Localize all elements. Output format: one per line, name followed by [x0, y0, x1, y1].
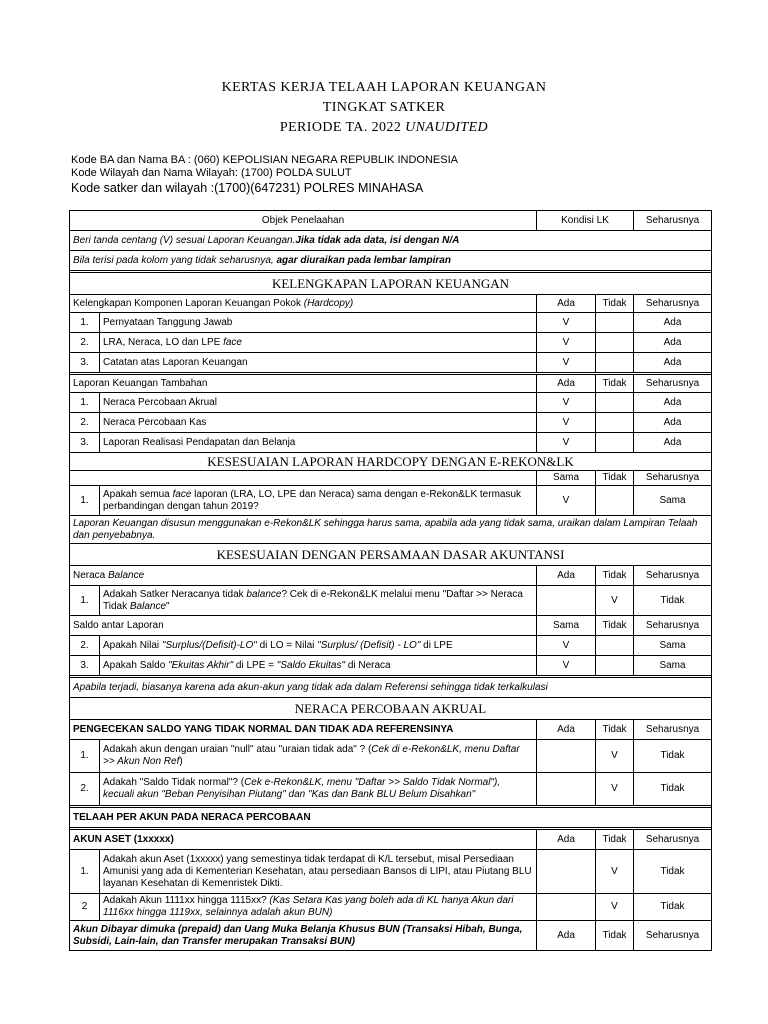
item-text-italic: face [223, 336, 242, 348]
empty-cell [70, 471, 537, 486]
item-text-italic: "Surplus/(Defisit)-LO" [161, 639, 257, 651]
note-row [70, 231, 712, 251]
table-row [70, 740, 712, 773]
item-text-italic: (Kas Setara Kas yang boleh ada di KL hanya Akun dari 1116xx hingga 1119xx, selainnya adalah akun BUN) [103, 895, 514, 918]
col-seharusnya-header: Seharusnya [634, 211, 712, 231]
col-ada-label: Ada [537, 921, 596, 951]
table-row [70, 850, 712, 894]
item-text-italic: Cek e-Rekon&LK, menu "Daftar >> Saldo Tidak Normal"), kecuali akun "Beban Penyisihan Piutang" dan "Kas dan Bank BLU Belum Disahkan" [103, 777, 501, 800]
item-number: 1. [70, 740, 100, 773]
sub-akun-dibayar-dimuka: Akun Dibayar dimuka (prepaid) dan Uang Muka Belanja Khusus BUN (Transaksi Hibah, Bunga, Subsidi, Lain-lain, dan Transfer merupakan Transaksi BUN) [70, 921, 537, 951]
col-tidak-label: Tidak [596, 375, 634, 393]
subheader-row [70, 471, 712, 486]
sub-text: Kelengkapan Komponen Laporan Keuangan Pokok [73, 297, 304, 309]
item-text-italic: "Saldo Ekuitas" [276, 659, 346, 671]
check-mark: V [537, 333, 596, 353]
expected-value: Sama [634, 636, 712, 656]
empty-cell [537, 850, 596, 894]
item-text: Laporan Realisasi Pendapatan dan Belanja [100, 433, 537, 453]
item-number: 2. [70, 413, 100, 433]
expected-value: Ada [634, 353, 712, 373]
col-seharusnya-label: Seharusnya [634, 295, 712, 313]
col-tidak-label: Tidak [596, 720, 634, 740]
sub-text-italic: Balance [108, 569, 145, 581]
col-tidak-label: Tidak [596, 471, 634, 486]
item-text [100, 773, 537, 806]
note-row [70, 678, 712, 698]
item-text-rest: laporan (LRA, LO, LPE dan Neraca) sama dengan e-Rekon&LK termasuk perbandingan dengan tahun 2019? [103, 488, 522, 512]
empty-cell [596, 393, 634, 413]
item-text-main: Adakah Akun 1111xx hingga 1115xx? [103, 895, 270, 906]
check-mark: V [537, 636, 596, 656]
table-row [70, 656, 712, 676]
kode-satker: Kode satker dan wilayah :(1700)(647231) POLRES MINAHASA [71, 181, 424, 195]
instruction-note-2 [70, 251, 712, 271]
item-text-italic: balance [246, 588, 282, 600]
item-number: 1. [70, 850, 100, 894]
subheader-row [70, 921, 712, 951]
col-ada-label: Ada [537, 566, 596, 586]
kode-wilayah: Kode Wilayah dan Nama Wilayah: (1700) POLDA SULUT [71, 167, 352, 179]
subheader-row [70, 720, 712, 740]
col-ada-label: Ada [537, 720, 596, 740]
subheader-row [70, 566, 712, 586]
table-row [70, 433, 712, 453]
note1-emphasis: Jika tidak ada data, isi dengan N/A [295, 234, 460, 246]
item-text: Pernyataan Tanggung Jawab [100, 313, 537, 333]
col-seharusnya-label: Seharusnya [634, 616, 712, 636]
item-text [100, 740, 537, 773]
expected-value: Ada [634, 413, 712, 433]
col-sama-label: Sama [537, 616, 596, 636]
item-text-rest: di Neraca [345, 659, 391, 671]
item-number: 3. [70, 656, 100, 676]
item-text-rest: di LPE = [233, 659, 277, 671]
expected-value: Ada [634, 333, 712, 353]
section-neraca-percobaan: NERACA PERCOBAAN AKRUAL [70, 698, 712, 720]
table-row [70, 393, 712, 413]
item-number: 1. [70, 313, 100, 333]
period-label: PERIODE TA. 2022 [279, 120, 406, 135]
item-text: Neraca Percobaan Kas [100, 413, 537, 433]
item-text: Neraca Percobaan Akrual [100, 393, 537, 413]
item-text [100, 656, 537, 676]
expected-value: Sama [634, 486, 712, 516]
item-text-rest: di LO = Nilai [256, 639, 318, 651]
col-ada-label: Ada [537, 375, 596, 393]
section-row [70, 544, 712, 566]
expected-value: Ada [634, 313, 712, 333]
subheader-row [70, 830, 712, 850]
item-text-main: LRA, Neraca, LO dan LPE [103, 336, 224, 348]
empty-cell [596, 433, 634, 453]
item-text-rest: " [166, 600, 170, 612]
item-text-italic: Cek di e-Rekon&LK, menu Daftar >> Akun Non Ref [103, 744, 520, 767]
item-number: 3. [70, 353, 100, 373]
sub-kelengkapan-pokok [70, 295, 537, 313]
section-row [70, 698, 712, 720]
item-text [100, 586, 537, 616]
note-row [70, 251, 712, 271]
section-kelengkapan: KELENGKAPAN LAPORAN KEUANGAN [70, 273, 712, 295]
table-row [70, 413, 712, 433]
expected-value: Sama [634, 656, 712, 676]
col-ada-label: Ada [537, 830, 596, 850]
sub-saldo-tidak-normal: PENGECEKAN SALDO YANG TIDAK NORMAL DAN TIDAK ADA REFERENSINYA [70, 720, 537, 740]
item-text-main: Apakah Nilai [103, 639, 162, 651]
item-number: 1. [70, 486, 100, 516]
item-text-main: Adakah akun dengan uraian "null" atau "uraian tidak ada" ? ( [103, 744, 372, 755]
empty-cell [596, 413, 634, 433]
col-tidak-label: Tidak [596, 830, 634, 850]
sub-text-italic: (Hardcopy) [303, 297, 354, 309]
check-mark: V [537, 656, 596, 676]
kode-ba: Kode BA dan Nama BA : (060) KEPOLISIAN NEGARA REPUBLIK INDONESIA [71, 154, 458, 166]
table-row [70, 894, 712, 921]
item-text [100, 894, 537, 921]
empty-cell [537, 894, 596, 921]
subheader-row [70, 616, 712, 636]
empty-cell [596, 656, 634, 676]
col-tidak-label: Tidak [596, 566, 634, 586]
col-seharusnya-label: Seharusnya [634, 830, 712, 850]
note1-text: Beri tanda centang (V) sesuai Laporan Keuangan. [73, 234, 296, 246]
empty-cell [537, 773, 596, 806]
empty-cell [596, 486, 634, 516]
expected-value: Ada [634, 433, 712, 453]
sub-saldo-antar-laporan: Saldo antar Laporan [70, 616, 537, 636]
sub-laporan-tambahan: Laporan Keuangan Tambahan [70, 375, 537, 393]
telaah-table [69, 210, 712, 951]
col-seharusnya-label: Seharusnya [634, 471, 712, 486]
item-number: 2. [70, 773, 100, 806]
item-text-italic: Balance [129, 600, 167, 612]
check-mark: V [596, 850, 634, 894]
sub-text: Neraca [73, 569, 109, 581]
item-text-italic: "Surplus/ (Defisit) - LO" [317, 639, 421, 651]
title-line-3 [0, 120, 768, 136]
item-text: Catatan atas Laporan Keuangan [100, 353, 537, 373]
subheader-row [70, 375, 712, 393]
subheader-row [70, 295, 712, 313]
sub-neraca-balance [70, 566, 537, 586]
check-mark: V [596, 740, 634, 773]
item-text-main: Apakah Saldo [103, 659, 169, 671]
table-row [70, 333, 712, 353]
section-persamaan-akuntansi: KESESUAIAN DENGAN PERSAMAAN DASAR AKUNTANSI [70, 544, 712, 566]
check-mark: V [596, 773, 634, 806]
check-mark: V [537, 393, 596, 413]
title-line-1: KERTAS KERJA TELAAH LAPORAN KEUANGAN [221, 80, 547, 95]
check-mark: V [537, 353, 596, 373]
empty-cell [596, 313, 634, 333]
check-mark: V [537, 413, 596, 433]
expected-value: Ada [634, 393, 712, 413]
empty-cell [537, 740, 596, 773]
item-number: 2 [70, 894, 100, 921]
check-mark: V [596, 586, 634, 616]
item-text [100, 333, 537, 353]
akuntansi-note: Apabila terjadi, biasanya karena ada akun-akun yang tidak ada dalam Referensi sehingga tidak terkalkulasi [70, 678, 712, 698]
col-tidak-label: Tidak [596, 616, 634, 636]
col-tidak-label: Tidak [596, 921, 634, 951]
section-kesesuaian-hardcopy: KESESUAIAN LAPORAN HARDCOPY DENGAN E-REKON&LK [70, 453, 712, 471]
check-mark: V [537, 313, 596, 333]
hardcopy-note: Laporan Keuangan disusun menggunakan e-Rekon&LK sehingga harus sama, apabila ada yang tidak sama, uraikan dalam Lampiran Telaah dan penyebabnya. [70, 516, 712, 544]
item-text-main: Apakah semua [103, 488, 173, 500]
sub-akun-aset: AKUN ASET (1xxxxx) [70, 830, 537, 850]
table-row [70, 586, 712, 616]
item-number: 1. [70, 393, 100, 413]
col-objek-header: Objek Penelaahan [70, 211, 537, 231]
item-number: 1. [70, 586, 100, 616]
col-tidak-label: Tidak [596, 295, 634, 313]
col-seharusnya-label: Seharusnya [634, 720, 712, 740]
item-text-rest: ? Cek di e-Rekon&LK melalui menu "Daftar >> Neraca Tidak [103, 588, 523, 612]
title-line-2: TINGKAT SATKER [322, 100, 446, 115]
expected-value: Tidak [634, 586, 712, 616]
table-row [70, 353, 712, 373]
note2-text: Bila terisi pada kolom yang tidak seharusnya, [73, 254, 277, 266]
item-number: 2. [70, 333, 100, 353]
item-text-rest: ) [179, 756, 183, 767]
col-ada-label: Ada [537, 295, 596, 313]
empty-cell [537, 586, 596, 616]
table-row [70, 313, 712, 333]
check-mark: V [596, 894, 634, 921]
item-text-rest: di LPE [420, 639, 453, 651]
item-text-main: Adakah Satker Neracanya tidak [103, 588, 247, 600]
item-text-main: Adakah "Saldo Tidak normal"? ( [103, 777, 245, 788]
item-text: Adakah akun Aset (1xxxxx) yang semestinya tidak terdapat di K/L tersebut, misal Persediaan Amunisi yang ada di Kementerian Kesehatan, atau persediaan Bansos di LIPI, atau Piutang BLU layanan Kesehatan di Kemenristek Dikti. [100, 850, 537, 894]
unaudited-label: UNAUDITED [405, 120, 489, 135]
note-row [70, 516, 712, 544]
empty-cell [596, 636, 634, 656]
empty-cell [596, 333, 634, 353]
instruction-note-1 [70, 231, 712, 251]
item-number: 3. [70, 433, 100, 453]
check-mark: V [537, 486, 596, 516]
sub-telaah-per-akun: TELAAH PER AKUN PADA NERACA PERCOBAAN [70, 808, 712, 828]
expected-value: Tidak [634, 850, 712, 894]
expected-value: Tidak [634, 773, 712, 806]
table-header-row [70, 211, 712, 231]
check-mark: V [537, 433, 596, 453]
col-sama-label: Sama [537, 471, 596, 486]
section-row [70, 273, 712, 295]
expected-value: Tidak [634, 740, 712, 773]
item-text [100, 636, 537, 656]
col-kondisi-header: Kondisi LK [537, 211, 634, 231]
item-text-italic: "Ekuitas Akhir" [168, 659, 234, 671]
table-row [70, 486, 712, 516]
table-row [70, 773, 712, 806]
col-seharusnya-label: Seharusnya [634, 921, 712, 951]
item-text [100, 486, 537, 516]
item-text-italic: face [172, 488, 192, 500]
expected-value: Tidak [634, 894, 712, 921]
note2-emphasis: agar diuraikan pada lembar lampiran [276, 254, 451, 266]
empty-cell [596, 353, 634, 373]
section-row [70, 453, 712, 471]
subheader-row [70, 808, 712, 828]
col-seharusnya-label: Seharusnya [634, 566, 712, 586]
col-seharusnya-label: Seharusnya [634, 375, 712, 393]
table-row [70, 636, 712, 656]
item-number: 2. [70, 636, 100, 656]
